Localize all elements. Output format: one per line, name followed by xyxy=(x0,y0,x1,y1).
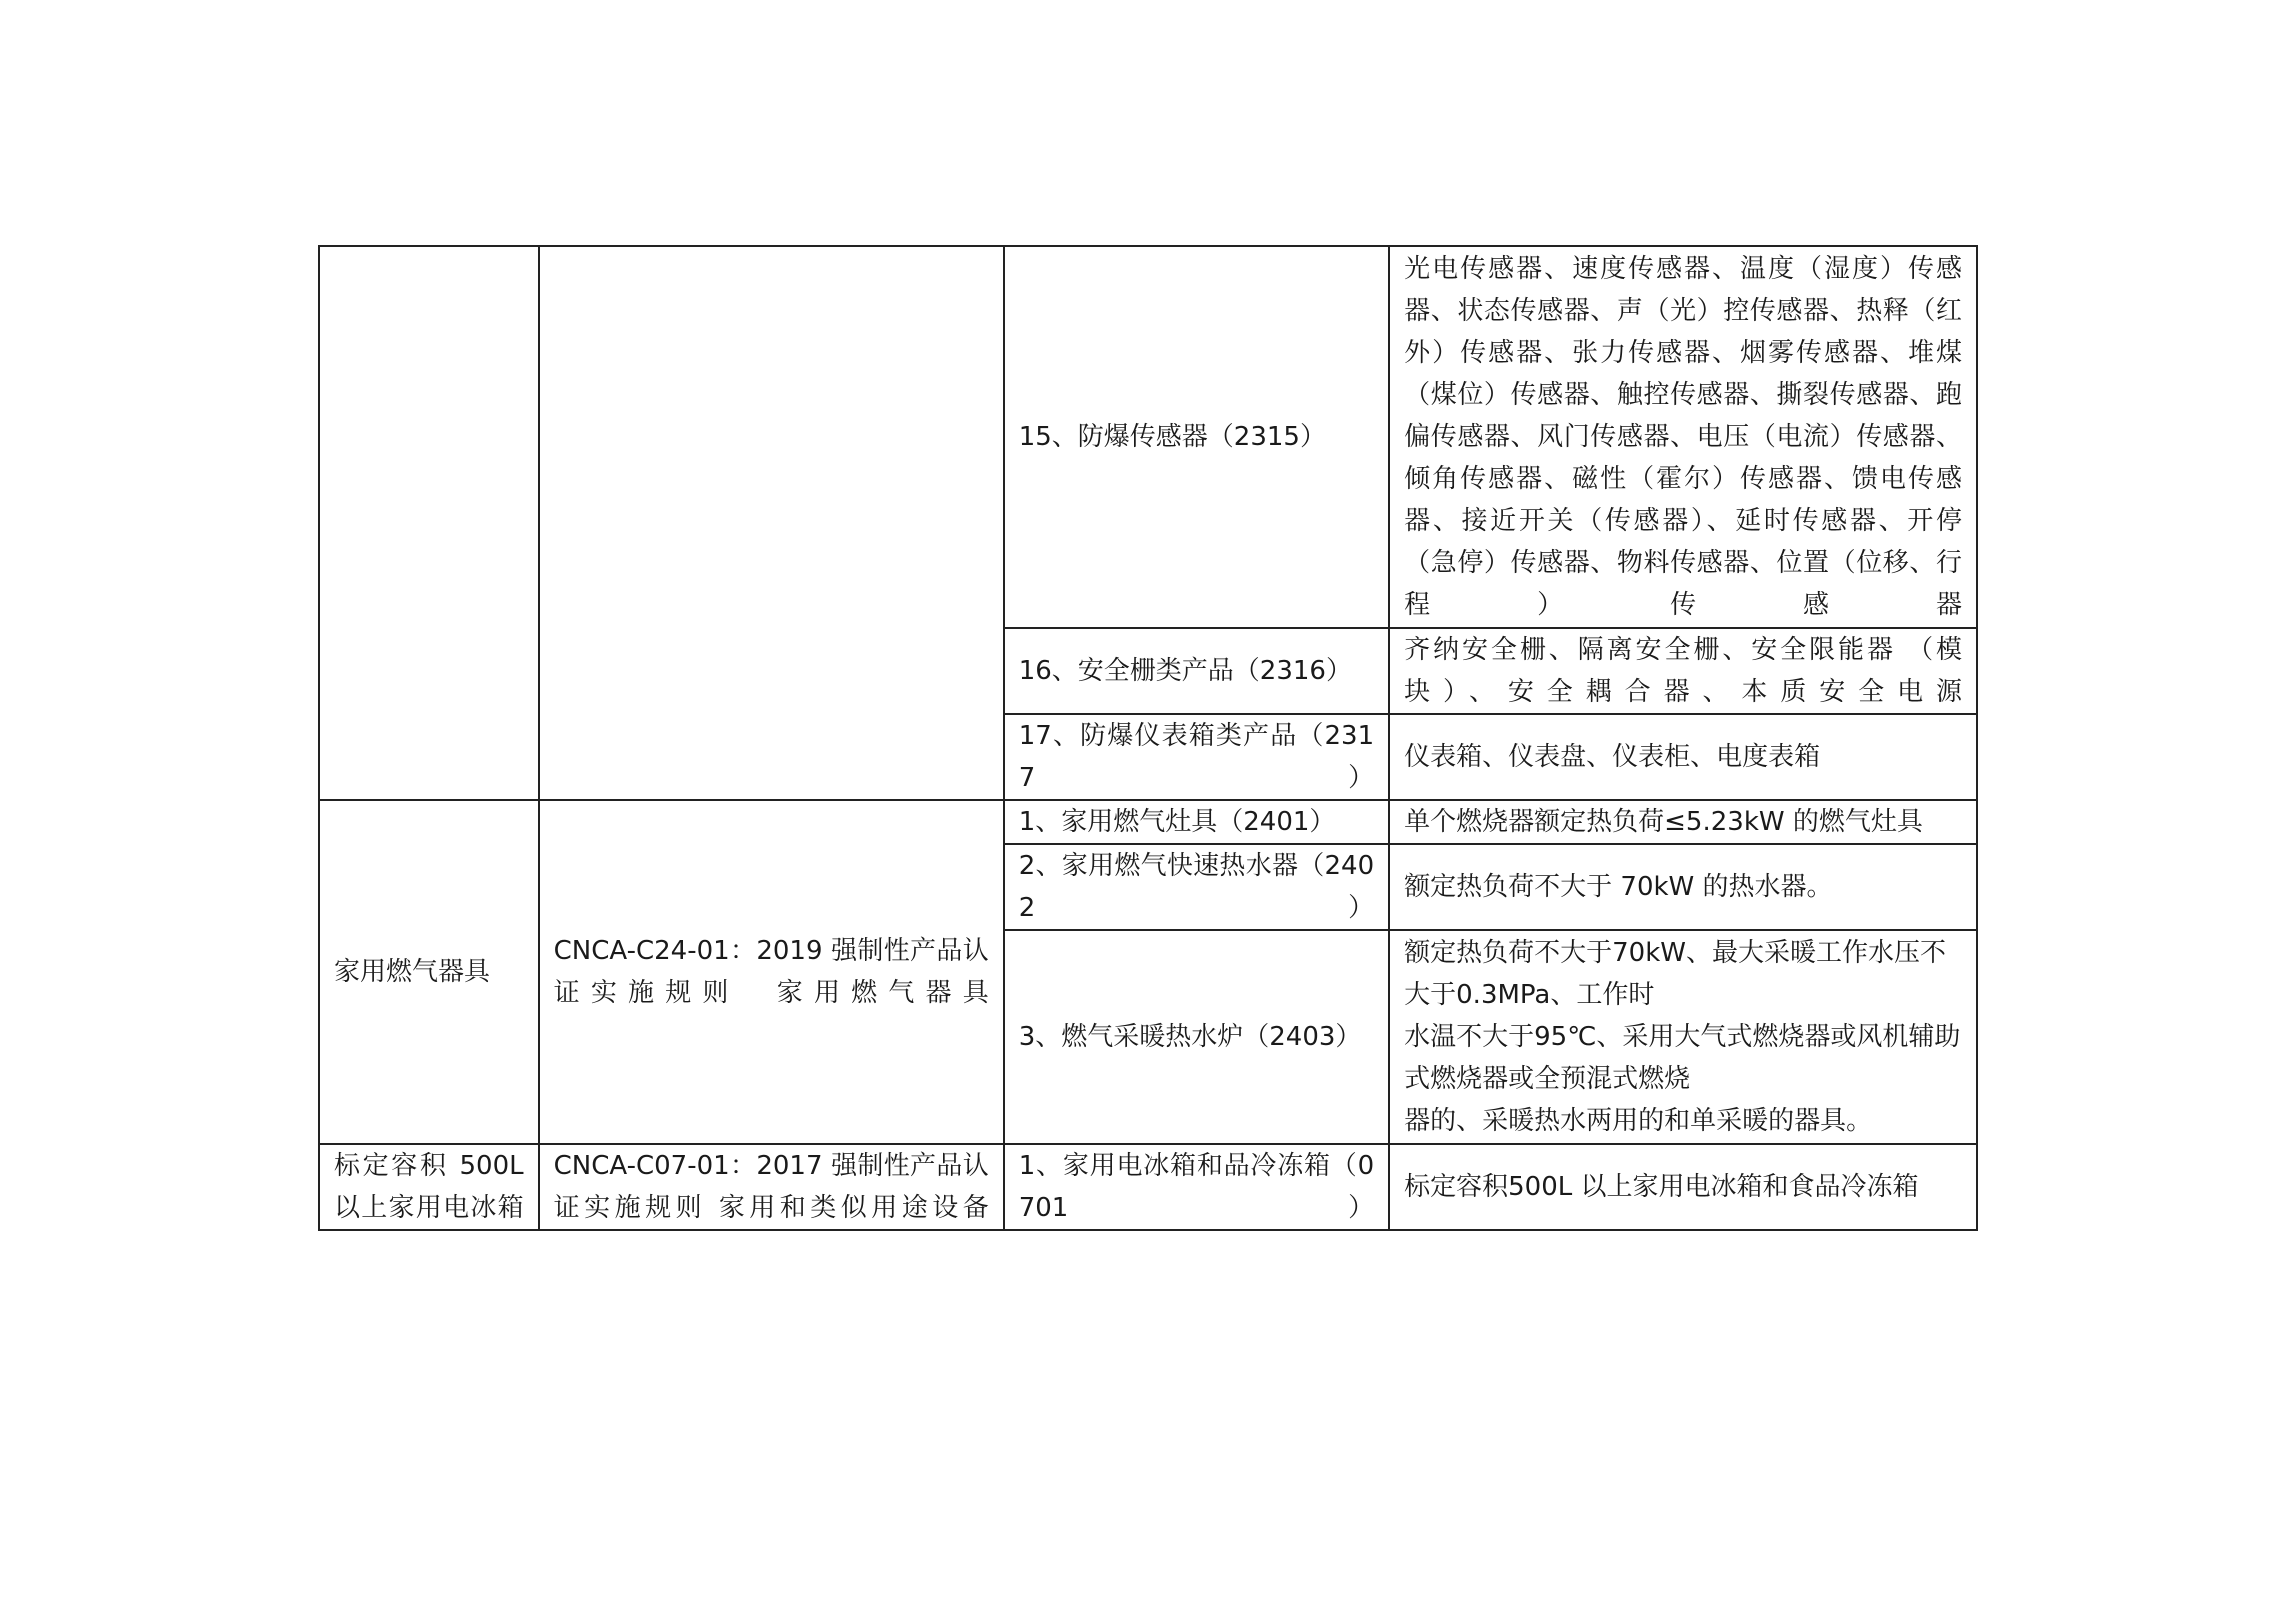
product-cell: 15、防爆传感器（2315） xyxy=(1004,246,1389,628)
rule-cell: CNCA-C24-01：2019 强制性产品认证实施规则 家用燃气器具 xyxy=(539,800,1004,1144)
category-cell: 标定容积 500L 以上家用电冰箱 xyxy=(319,1144,539,1230)
table-row xyxy=(319,246,1977,628)
rule-cell: CNCA-C07-01：2017 强制性产品认证实施规则 家用和类似用途设备 xyxy=(539,1144,1004,1230)
description-cell: 额定热负荷不大于 70kW 的热水器。 xyxy=(1389,844,1977,930)
description-line: 水温不大于95℃、采用大气式燃烧器或风机辅助式燃烧器或全预混式燃烧 xyxy=(1404,1022,1961,1094)
description-cell: 单个燃烧器额定热负荷≤5.23kW 的燃气灶具 xyxy=(1389,800,1977,844)
description-line: 额定热负荷不大于70kW、最大采暖工作水压不大于0.3MPa、工作时 xyxy=(1404,938,1946,1010)
table-row xyxy=(319,1144,1977,1230)
description-cell: 标定容积500L 以上家用电冰箱和食品冷冻箱 xyxy=(1389,1144,1977,1230)
description-cell xyxy=(1389,930,1977,1144)
description-cell: 齐纳安全栅、隔离安全栅、安全限能器 （模块）、安全耦合器、本质安全电源 xyxy=(1389,628,1977,714)
product-cell: 2、家用燃气快速热水器（2402） xyxy=(1004,844,1389,930)
category-cell: 家用燃气器具 xyxy=(319,800,539,1144)
product-cell: 1、家用燃气灶具（2401） xyxy=(1004,800,1389,844)
product-cell: 1、家用电冰箱和品冷冻箱（0701） xyxy=(1004,1144,1389,1230)
product-cell: 17、防爆仪表箱类产品（2317） xyxy=(1004,714,1389,800)
category-cell xyxy=(319,246,539,800)
description-line: 器的、采暖热水两用的和单采暖的器具。 xyxy=(1404,1106,1873,1136)
description-cell: 光电传感器、速度传感器、温度（湿度）传感器、状态传感器、声（光）控传感器、热释（红外）传感器、张力传感器、烟雾传感器、堆煤（煤位）传感器、触控传感器、撕裂传感器、跑偏传感器、风门传感器、电压（电流）传感器、倾角传感器、磁性（霍尔）传感器、馈电传感器、接近开关（传感器）、延时传感器、开停（急停）传感器、物料传感器、位置（位移、行程）传感器 xyxy=(1389,246,1977,628)
product-catalog-table xyxy=(318,245,1978,1231)
product-cell: 3、燃气采暖热水炉（2403） xyxy=(1004,930,1389,1144)
product-cell: 16、安全栅类产品（2316） xyxy=(1004,628,1389,714)
description-cell: 仪表箱、仪表盘、仪表柜、电度表箱 xyxy=(1389,714,1977,800)
rule-cell xyxy=(539,246,1004,800)
table-row xyxy=(319,800,1977,844)
